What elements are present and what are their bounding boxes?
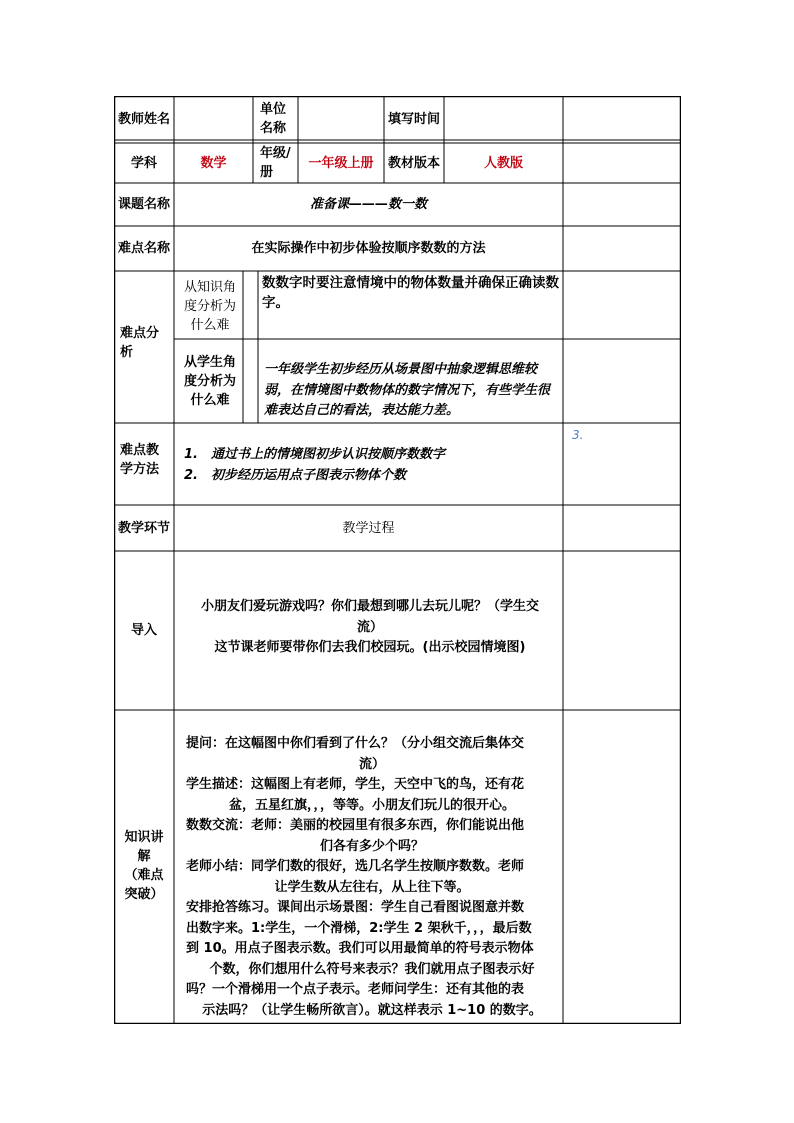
lecture-text — [186, 734, 558, 1021]
process-label: 教学环节 — [118, 520, 171, 536]
method-item-2: 2. 初步经历运用点子图表示物体个数 — [184, 468, 406, 483]
lecture-line: 盆，五星红旗，，，等等。小朋友们玩儿的很开心。 — [228, 797, 515, 813]
method-label: 难点教学方法 — [120, 443, 160, 477]
intro-line: 这节课老师要带你们去我们校园玩。(出示校园情境图) — [214, 640, 526, 655]
lecture-line: 个数，你们想用什么符号来表示？我们就用点子图表示好 — [209, 961, 535, 977]
lecture-line: 吗？一个滑梯用一个点子表示。老师问学生：还有其他的表 — [186, 982, 525, 997]
teacher-name-label: 教师姓名 — [117, 111, 170, 127]
lecture-label-line: 解 — [137, 849, 151, 864]
lecture-line: 到 10。用点子图表示数。我们可以用最简单的符号表示物体 — [186, 941, 534, 956]
fill-time-label: 填写时间 — [387, 111, 440, 127]
fill-time-value — [444, 98, 563, 140]
lesson-plan-table — [114, 96, 681, 1024]
lecture-line: 让学生数从左往右，从上往下等。 — [274, 879, 470, 895]
lecture-line: 安排抢答练习。课间出示场景图：学生自己看图说图意并数 — [186, 900, 525, 915]
difficulty-value: 在实际操作中初步体验按顺序数数的方法 — [251, 241, 486, 256]
edition-label: 教材版本 — [387, 155, 440, 171]
lecture-line: 流） — [358, 756, 385, 772]
intro-line: 流） — [356, 619, 383, 635]
intro-label: 导入 — [130, 623, 157, 638]
knowledge-angle-text: 数数字时要注意情境中的物体数量并确保正确读数字。 — [262, 275, 559, 311]
grade-value: 一年级上册 — [308, 155, 374, 171]
topic-value: 准备课———数一数 — [309, 197, 427, 212]
subject-value: 数学 — [200, 155, 227, 171]
method-side-note: 3. — [572, 428, 584, 442]
lecture-label-line: （难点 — [124, 868, 164, 883]
lecture-line: 学生描述：这幅图上有老师，学生，天空中飞的鸟，还有花 — [186, 777, 525, 792]
student-angle-text: 一年级学生初步经历从场景图中抽象逻辑思维较弱，在情境图中数物体的数字情况下，有些学生很难表达自己的看法，表达能力差。 — [264, 362, 551, 418]
lecture-line: 数数交流：老师：美丽的校园里有很多东西，你们能说出他 — [186, 818, 525, 833]
knowledge-angle-label: 从知识角度分析为什么难 — [183, 279, 236, 333]
process-title: 教学过程 — [342, 520, 395, 536]
student-angle-label: 从学生角度分析为什么难 — [183, 354, 236, 408]
unit-label: 单位名称 — [260, 102, 287, 136]
analysis-label: 难点分析 — [120, 326, 160, 360]
subject-label: 学科 — [130, 155, 157, 171]
lecture-label-line: 突破） — [124, 887, 164, 902]
unit-value — [298, 98, 384, 140]
intro-line: 小朋友们爱玩游戏吗？你们最想到哪儿去玩儿呢？（学生交 — [200, 599, 539, 614]
lecture-line: 出数字来。1:学生，一个滑梯，2:学生 2 架秋千，，，最后数 — [186, 920, 532, 936]
lecture-line: 示法吗？（让学生畅所欲言）。就这样表示 1~10 的数字。 — [202, 1002, 542, 1018]
lecture-label — [116, 828, 172, 904]
method-item-1: 1. 通过书上的情境图初步认识按顺序数数字 — [184, 447, 445, 462]
lecture-line: 老师小结：同学们数的很好，选几名学生按顺序数数。老师 — [186, 859, 525, 874]
topic-label: 课题名称 — [118, 197, 171, 212]
lecture-line: 们各有多少个吗？ — [319, 838, 424, 854]
grade-label: 年级/册 — [260, 146, 291, 180]
intro-text — [180, 597, 560, 659]
difficulty-label: 难点名称 — [118, 241, 171, 256]
lecture-label-line: 知识讲 — [124, 830, 164, 845]
teacher-name-value — [174, 98, 253, 140]
lecture-line: 提问：在这幅图中你们看到了什么？（分小组交流后集体交 — [186, 736, 525, 751]
edition-value: 人教版 — [483, 155, 523, 171]
